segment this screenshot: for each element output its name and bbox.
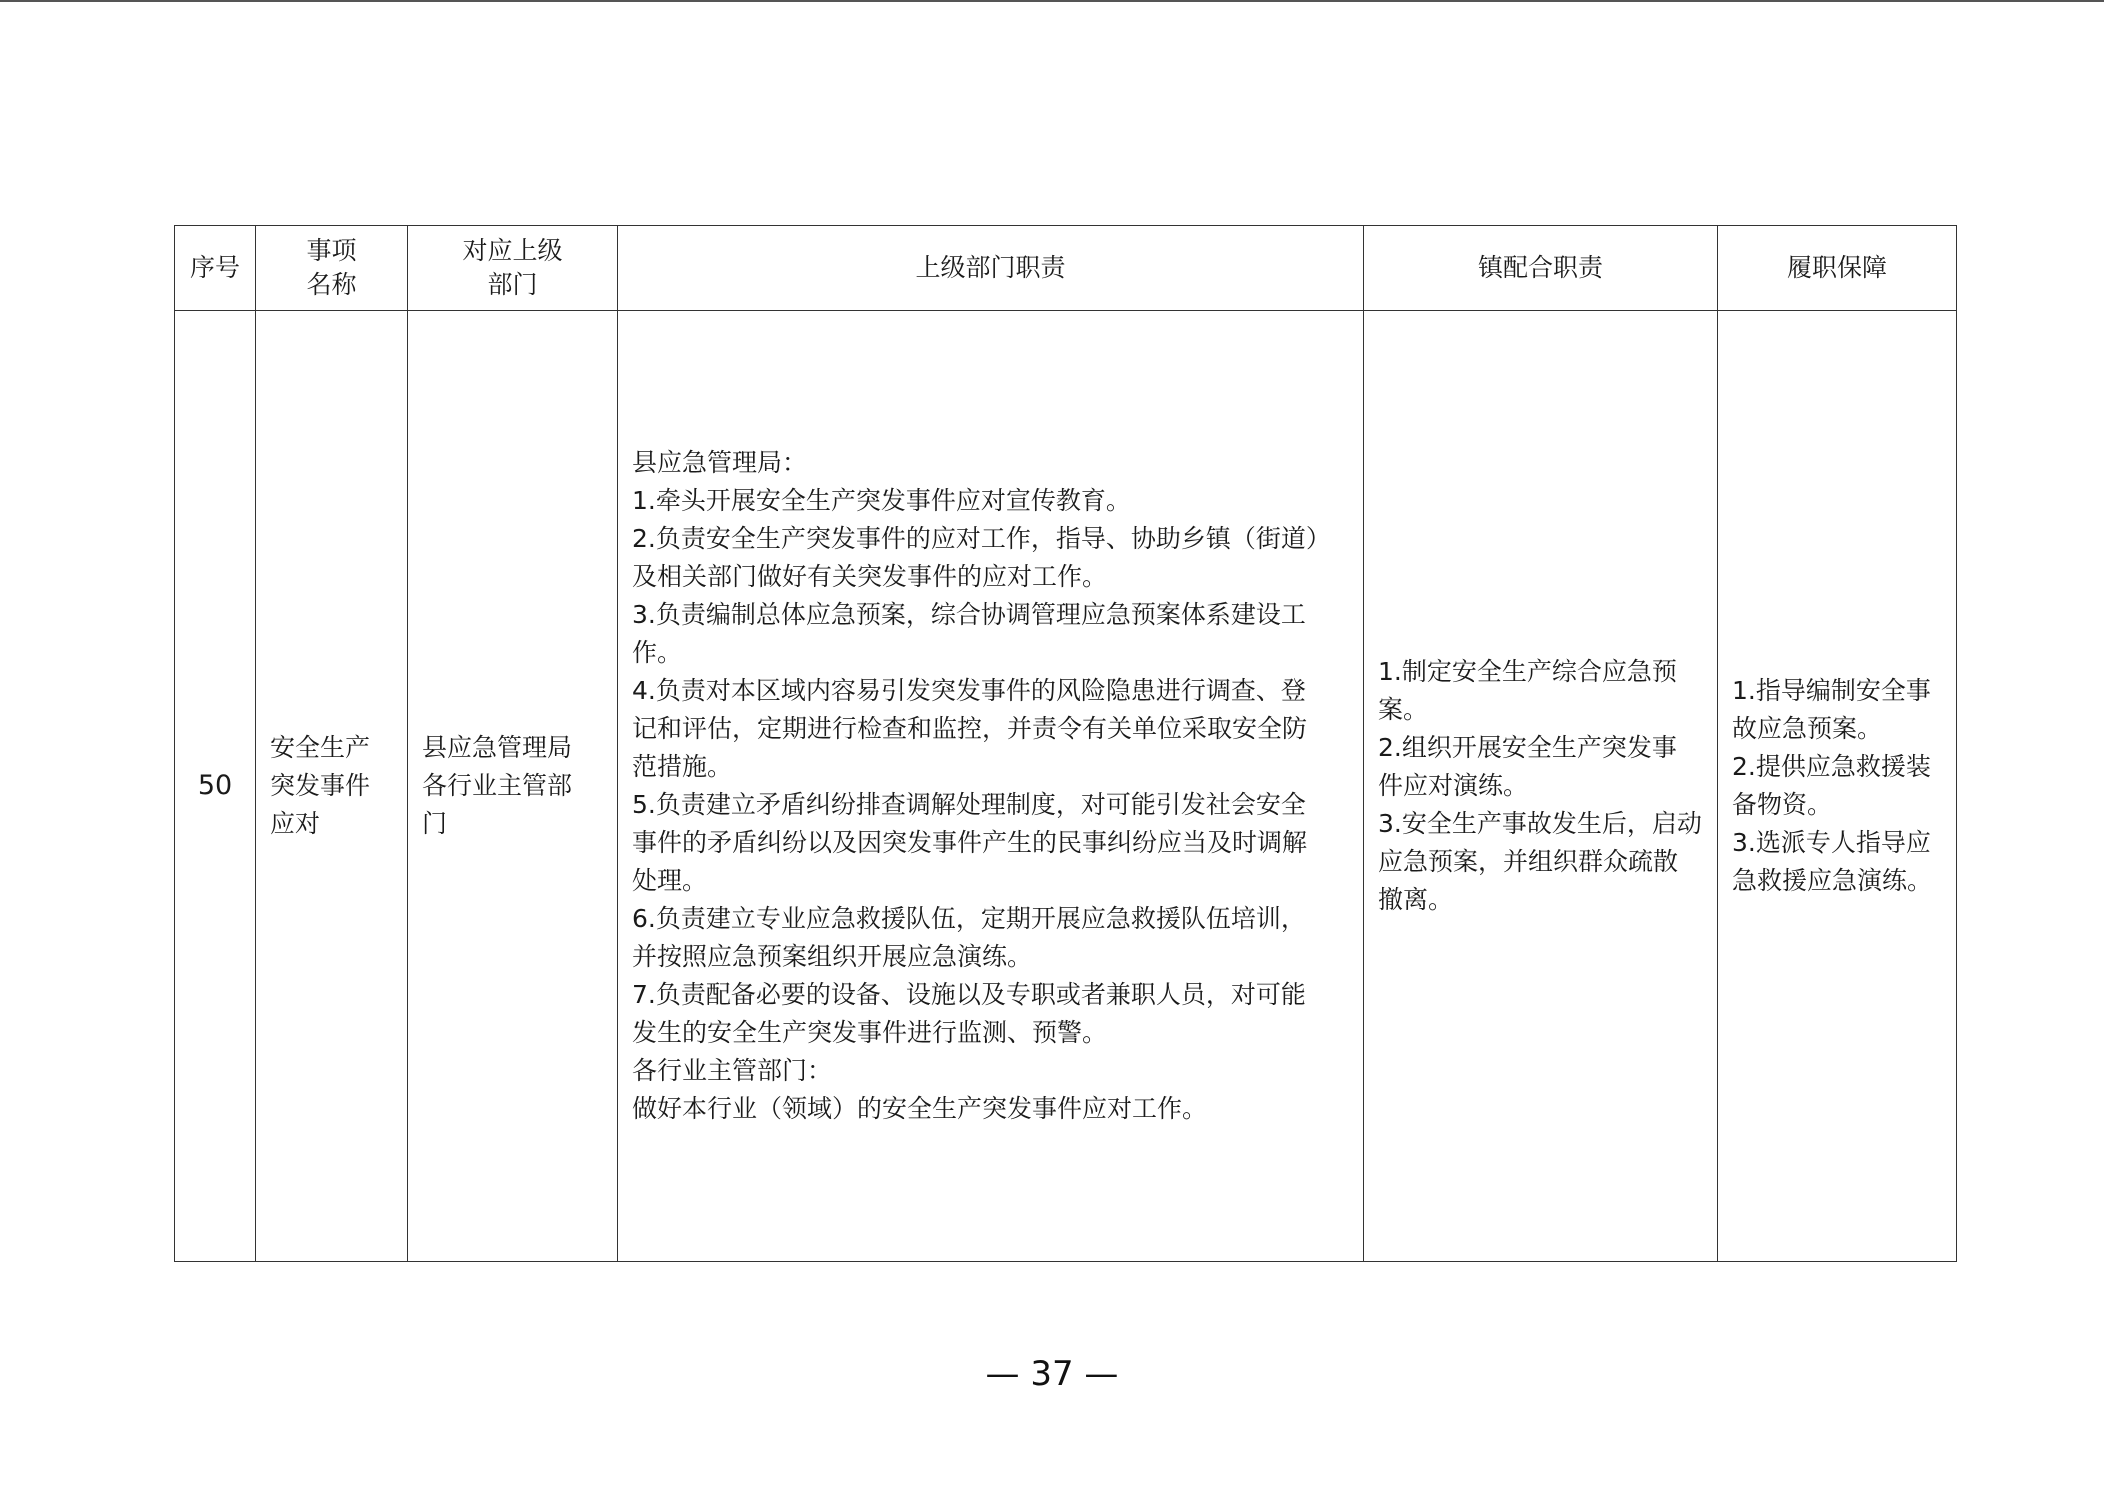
upper-dept-line-3: 门 (422, 809, 448, 838)
upper-duty-line-4: 及相关部门做好有关突发事件的应对工作。 (632, 562, 1108, 591)
header-item-name (256, 226, 408, 311)
town-duty-line-7: 撤离。 (1378, 885, 1454, 914)
cell-seq (175, 311, 256, 1262)
town-duty-line-4: 件应对演练。 (1378, 771, 1529, 800)
upper-dept-line-1: 县应急管理局 (422, 733, 573, 762)
header-item-name-line-1: 事项 (306, 236, 357, 265)
upper-duty-line-2: 1.牵头开展安全生产突发事件应对宣传教育。 (632, 486, 1131, 515)
upper-duty-line-18: 做好本行业（领域）的安全生产突发事件应对工作。 (632, 1094, 1208, 1123)
upper-duty-line-14: 并按照应急预案组织开展应急演练。 (632, 942, 1033, 971)
table-row (175, 311, 1957, 1262)
guarantee-line-2: 故应急预案。 (1732, 714, 1883, 743)
cell-guarantee (1718, 311, 1957, 1262)
town-duty-line-5: 3.安全生产事故发生后，启动 (1378, 809, 1702, 838)
guarantee-line-3: 2.提供应急救援装 (1732, 752, 1931, 781)
header-upper-dept-line-1: 对应上级 (462, 236, 563, 265)
upper-duty-line-17: 各行业主管部门： (632, 1056, 833, 1085)
town-duty-line-3: 2.组织开展安全生产突发事 (1378, 733, 1677, 762)
cell-upper-dept (408, 311, 618, 1262)
town-duty-line-2: 案。 (1378, 695, 1429, 724)
upper-dept-line-2: 各行业主管部 (422, 771, 573, 800)
cell-upper-duty (618, 311, 1364, 1262)
upper-duty-line-5: 3.负责编制总体应急预案，综合协调管理应急预案体系建设工 (632, 600, 1306, 629)
guarantee-line-4: 备物资。 (1732, 790, 1833, 819)
header-guarantee-label: 履职保障 (1786, 253, 1887, 282)
header-town-duty (1364, 226, 1718, 311)
item-name-line-1: 安全生产 (270, 733, 371, 762)
town-duty-line-6: 应急预案，并组织群众疏散 (1378, 847, 1679, 876)
duty-table (174, 225, 1957, 1262)
top-border-line (0, 0, 2104, 2)
upper-duty-line-8: 记和评估，定期进行检查和监控，并责令有关单位采取安全防 (632, 714, 1308, 743)
guarantee-line-5: 3.选派专人指导应 (1732, 828, 1931, 857)
guarantee-line-6: 急救援应急演练。 (1732, 866, 1933, 895)
page-number: — 37 — (985, 1354, 1119, 1394)
header-upper-dept (408, 226, 618, 311)
upper-duty-line-6: 作。 (632, 638, 683, 667)
item-name-line-2: 突发事件 (270, 771, 371, 800)
upper-duty-line-12: 处理。 (632, 866, 708, 895)
header-item-name-line-2: 名称 (306, 270, 357, 299)
item-name-text (256, 729, 407, 843)
cell-town-duty (1364, 311, 1718, 1262)
upper-duty-line-13: 6.负责建立专业应急救援队伍，定期开展应急救援队伍培训， (632, 904, 1306, 933)
town-duty-line-1: 1.制定安全生产综合应急预 (1378, 657, 1677, 686)
upper-duty-line-9: 范措施。 (632, 752, 733, 781)
upper-duty-line-7: 4.负责对本区域内容易引发突发事件的风险隐患进行调查、登 (632, 676, 1306, 705)
upper-duty-line-15: 7.负责配备必要的设备、设施以及专职或者兼职人员，对可能 (632, 980, 1306, 1009)
item-name-line-3: 应对 (270, 809, 321, 838)
upper-duty-text (618, 444, 1363, 1128)
town-duty-text (1364, 653, 1717, 919)
upper-duty-line-1: 县应急管理局： (632, 448, 808, 477)
table-header-row (175, 226, 1957, 311)
upper-dept-text (408, 729, 617, 843)
header-town-duty-label: 镇配合职责 (1477, 253, 1603, 282)
header-seq-label: 序号 (189, 253, 240, 282)
header-guarantee (1718, 226, 1957, 311)
upper-duty-line-11: 事件的矛盾纠纷以及因突发事件产生的民事纠纷应当及时调解 (632, 828, 1308, 857)
row-seq-number: 50 (197, 770, 233, 801)
upper-duty-line-3: 2.负责安全生产突发事件的应对工作，指导、协助乡镇（街道） (632, 524, 1331, 553)
guarantee-line-1: 1.指导编制安全事 (1732, 676, 1931, 705)
header-seq (175, 226, 256, 311)
cell-item-name (256, 311, 408, 1262)
upper-duty-line-16: 发生的安全生产突发事件进行监测、预警。 (632, 1018, 1108, 1047)
guarantee-text (1718, 672, 1956, 900)
upper-duty-line-10: 5.负责建立矛盾纠纷排查调解处理制度，对可能引发社会安全 (632, 790, 1306, 819)
header-upper-duty-label: 上级部门职责 (915, 253, 1066, 282)
header-upper-duty (618, 226, 1364, 311)
header-upper-dept-line-2: 部门 (487, 270, 538, 299)
